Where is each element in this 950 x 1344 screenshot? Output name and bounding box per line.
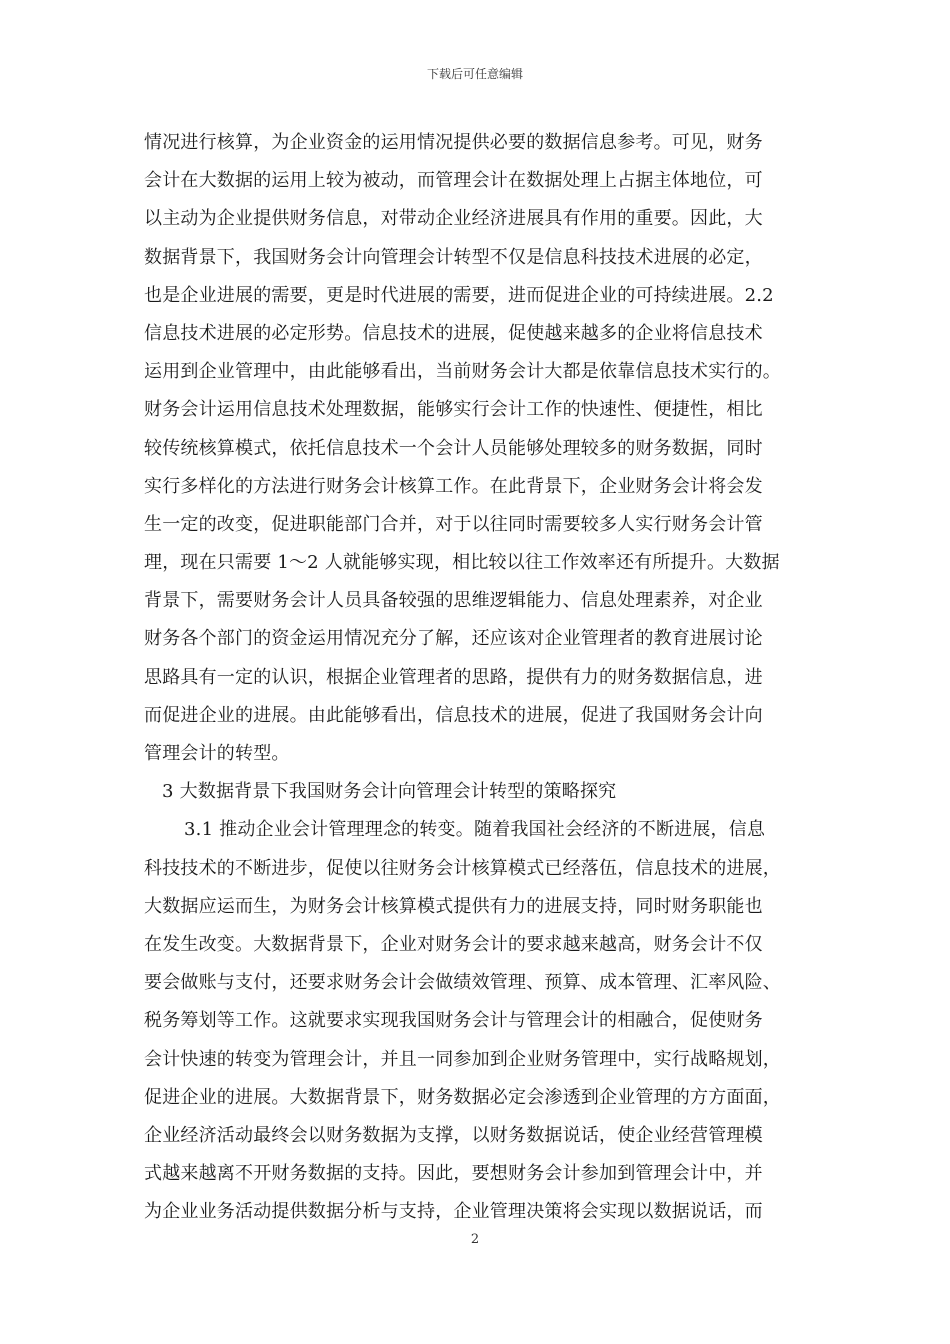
text-line: 以主动为企业提供财务信息，对带动企业经济进展具有作用的重要。因此，大 <box>144 208 763 230</box>
text-line: 运用到企业管理中，由此能够看出，当前财务会计大都是依靠信息技术实行的。 <box>144 361 781 383</box>
text-line: 税务筹划等工作。这就要求实现我国财务会计与管理会计的相融合，促使财务 <box>144 1010 763 1032</box>
text-line: 生一定的改变，促进职能部门合并，对于以往同时需要较多人实行财务会计管 <box>144 513 763 535</box>
text-line: 也是企业进展的需要，更是时代进展的需要，进而促进企业的可持续进展。2.2 <box>144 284 774 306</box>
text-line: 情况进行核算，为企业资金的运用情况提供必要的数据信息参考。可见，财务 <box>144 132 763 153</box>
text-line: 实行多样化的方法进行财务会计核算工作。在此背景下，企业财务会计将会发 <box>144 475 763 497</box>
text-line: 财务各个部门的资金运用情况充分了解，还应该对企业管理者的教育进展讨论 <box>144 628 763 650</box>
text-line: 数据背景下，我国财务会计向管理会计转型不仅是信息科技技术进展的必定， <box>144 246 763 268</box>
text-line: 管理会计的转型。 <box>144 743 290 764</box>
text-line: 式越来越离不开财务数据的支持。因此，要想财务会计参加到管理会计中，并 <box>144 1163 763 1185</box>
subsection-first-line: 3.1 推动企业会计管理理念的转变。随着我国社会经济的不断进展，信息 <box>184 819 766 841</box>
text-line: 企业经济活动最终会以财务数据为支撑，以财务数据说话，使企业经营管理模 <box>144 1124 763 1146</box>
text-line: 促进企业的进展。大数据背景下，财务数据必定会渗透到企业管理的方方面面， <box>144 1086 781 1108</box>
section-heading: 3 大数据背景下我国财务会计向管理会计转型的策略探究 <box>162 781 617 803</box>
text-line: 大数据应运而生，为财务会计核算模式提供有力的进展支持，同时财务职能也 <box>144 895 763 917</box>
text-line: 较传统核算模式，依托信息技术一个会计人员能够处理较多的财务数据，同时 <box>144 437 763 459</box>
text-line: 科技技术的不断进步，促使以往财务会计核算模式已经落伍，信息技术的进展， <box>144 857 781 879</box>
page-number: 2 <box>470 1232 480 1247</box>
page-header: 下载后可任意编辑 <box>426 67 523 81</box>
text-line: 财务会计运用信息技术处理数据，能够实行会计工作的快速性、便捷性，相比 <box>144 399 763 421</box>
text-line: 要会做账与支付，还要求财务会计会做绩效管理、预算、成本管理、汇率风险、 <box>144 972 781 994</box>
text-line: 信息技术进展的必定形势。信息技术的进展，促使越来越多的企业将信息技术 <box>144 322 763 344</box>
text-line: 会计快速的转变为管理会计，并且一同参加到企业财务管理中，实行战略规划， <box>144 1048 781 1070</box>
text-line: 会计在大数据的运用上较为被动，而管理会计在数据处理上占据主体地位，可 <box>144 170 763 192</box>
text-line: 思路具有一定的认识，根据企业管理者的思路，提供有力的财务数据信息，进 <box>144 666 763 688</box>
text-line: 背景下，需要财务会计人员具备较强的思维逻辑能力、信息处理素养，对企业 <box>144 590 763 612</box>
text-line: 而促进企业的进展。由此能够看出，信息技术的进展，促进了我国财务会计向 <box>144 704 763 726</box>
body-text <box>144 124 814 1231</box>
text-line: 为企业业务活动提供数据分析与支持，企业管理决策将会实现以数据说话，而 <box>144 1201 763 1223</box>
text-line: 理，现在只需要 1～2 人就能够实现，相比较以往工作效率还有所提升。大数据 <box>144 552 780 574</box>
text-line: 在发生改变。大数据背景下，企业对财务会计的要求越来越高，财务会计不仅 <box>144 933 763 955</box>
